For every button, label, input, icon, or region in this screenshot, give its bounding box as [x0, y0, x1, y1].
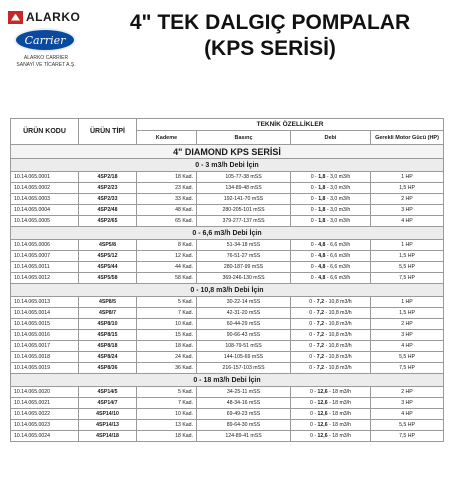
head-cell: 76-51-27 mSS	[197, 251, 291, 262]
flow-max: - 3,0 m3/h	[325, 185, 351, 191]
company-name-line1: ALARKO CARRIER	[23, 55, 69, 61]
flow-cell	[291, 431, 371, 442]
flow-min: 0 -	[310, 275, 319, 281]
product-type-cell: 4SP8/15	[79, 330, 137, 341]
tech-spec-header: TEKNİK ÖZELLİKLER	[137, 119, 444, 131]
product-code-cell: 10.14.065.0020	[11, 387, 79, 398]
flow-min: 0 -	[309, 343, 317, 349]
product-type-cell: 4SP8/5	[79, 297, 137, 308]
flow-nominal: 7,2	[316, 321, 325, 327]
flow-min: 0 -	[309, 321, 317, 327]
flow-max: - 10,8 m3/h	[324, 299, 352, 305]
power-cell: 5,5 HP	[371, 352, 444, 363]
page-title-line2: (KPS SERİSİ)	[204, 37, 336, 60]
flow-nominal: 12,6	[317, 389, 328, 395]
product-type-cell: 4SP5/58	[79, 273, 137, 284]
group-row	[11, 284, 444, 297]
product-code-cell: 10.14.065.0016	[11, 330, 79, 341]
flow-max: - 18 m3/h	[327, 411, 351, 417]
flow-min: 0 -	[310, 422, 318, 428]
group-row	[11, 159, 444, 172]
power-cell: 2 HP	[371, 319, 444, 330]
product-type-cell: 4SP5/12	[79, 251, 137, 262]
flow-min: 0 -	[309, 332, 317, 338]
flow-min: 0 -	[309, 365, 317, 371]
stage-cell: 58 Kad.	[137, 273, 197, 284]
col-header-head: Basınç	[197, 131, 291, 145]
head-cell: 51-34-18 mSS	[197, 240, 291, 251]
group-row	[11, 227, 444, 240]
power-cell: 1 HP	[371, 240, 444, 251]
head-cell: 144-105-69 mSS	[197, 352, 291, 363]
product-type-cell: 4SP2/18	[79, 172, 137, 183]
flow-cell	[291, 398, 371, 409]
flow-nominal: 12,6	[317, 433, 328, 439]
product-type-cell: 4SP14/5	[79, 387, 137, 398]
head-cell: 30-22-14 mSS	[197, 297, 291, 308]
stage-cell: 8 Kad.	[137, 240, 197, 251]
power-cell: 7,5 HP	[371, 273, 444, 284]
product-type-cell: 4SP8/7	[79, 308, 137, 319]
flow-nominal: 12,6	[317, 400, 328, 406]
head-cell: 280-187-99 mSS	[197, 262, 291, 273]
flow-min: 0 -	[310, 400, 318, 406]
product-code-cell: 10.14.065.0011	[11, 262, 79, 273]
product-code-cell: 10.14.065.0001	[11, 172, 79, 183]
stage-cell: 7 Kad.	[137, 308, 197, 319]
flow-cell	[291, 420, 371, 431]
flow-cell	[291, 262, 371, 273]
flow-max: - 18 m3/h	[327, 422, 351, 428]
flow-min: 0 -	[310, 433, 318, 439]
product-code-cell: 10.14.065.0021	[11, 398, 79, 409]
flow-max: - 6,6 m3/h	[325, 275, 351, 281]
power-cell: 4 HP	[371, 341, 444, 352]
flow-nominal: 1,8	[318, 207, 326, 213]
product-code-cell: 10.14.065.0015	[11, 319, 79, 330]
flow-cell	[291, 330, 371, 341]
stage-cell: 5 Kad.	[137, 297, 197, 308]
flow-max: - 3,0 m3/h	[325, 218, 351, 224]
head-cell: 89-64-30 mSS	[197, 420, 291, 431]
flow-cell	[291, 308, 371, 319]
flow-nominal: 4,8	[318, 242, 326, 248]
flow-cell	[291, 352, 371, 363]
flow-nominal: 7,2	[316, 332, 325, 338]
power-cell: 3 HP	[371, 205, 444, 216]
head-cell: 192-141-70 mSS	[197, 194, 291, 205]
flow-cell	[291, 297, 371, 308]
product-type-cell: 4SP8/24	[79, 352, 137, 363]
product-type-cell: 4SP2/23	[79, 183, 137, 194]
table-row	[11, 172, 444, 183]
product-type-cell: 4SP14/18	[79, 431, 137, 442]
product-code-cell: 10.14.065.0024	[11, 431, 79, 442]
flow-max: - 18 m3/h	[327, 400, 351, 406]
head-cell: 379-277-137 mSS	[197, 216, 291, 227]
series-title: 4" DIAMOND KPS SERİSİ	[11, 145, 444, 159]
product-type-cell: 4SP5/8	[79, 240, 137, 251]
stage-cell: 10 Kad.	[137, 409, 197, 420]
group-row	[11, 374, 444, 387]
table-row	[11, 420, 444, 431]
flow-cell	[291, 387, 371, 398]
head-cell: 48-34-16 mSS	[197, 398, 291, 409]
alarko-logo	[8, 10, 80, 24]
table-row	[11, 251, 444, 262]
power-cell: 1 HP	[371, 172, 444, 183]
product-code-cell: 10.14.065.0012	[11, 273, 79, 284]
flow-max: - 6,6 m3/h	[325, 264, 351, 270]
flow-max: - 10,8 m3/h	[324, 343, 352, 349]
flow-max: - 6,6 m3/h	[325, 242, 351, 248]
stage-cell: 48 Kad.	[137, 205, 197, 216]
flow-min: 0 -	[310, 389, 318, 395]
stage-cell: 5 Kad.	[137, 387, 197, 398]
flow-nominal: 12,6	[317, 411, 328, 417]
head-cell: 124-89-41 mSS	[197, 431, 291, 442]
table-row	[11, 273, 444, 284]
company-name	[6, 55, 86, 68]
head-cell: 105-77-38 mSS	[197, 172, 291, 183]
carrier-wordmark: Carrier	[24, 33, 66, 47]
product-code-cell: 10.14.065.0017	[11, 341, 79, 352]
head-cell: 34-25-11 mSS	[197, 387, 291, 398]
flow-max: - 18 m3/h	[327, 433, 351, 439]
flow-nominal: 1,8	[318, 218, 326, 224]
flow-cell	[291, 251, 371, 262]
head-cell: 216-157-103 mSS	[197, 363, 291, 374]
table-row	[11, 409, 444, 420]
flow-nominal: 7,2	[316, 299, 325, 305]
flow-min: 0 -	[310, 196, 319, 202]
stage-cell: 15 Kad.	[137, 330, 197, 341]
power-cell: 1,5 HP	[371, 251, 444, 262]
head-cell: 134-89-48 mSS	[197, 183, 291, 194]
stage-cell: 10 Kad.	[137, 319, 197, 330]
flow-min: 0 -	[310, 411, 318, 417]
table-row	[11, 398, 444, 409]
product-type-cell: 4SP2/33	[79, 194, 137, 205]
stage-cell: 36 Kad.	[137, 363, 197, 374]
page-header	[0, 0, 453, 112]
product-type-cell: 4SP8/36	[79, 363, 137, 374]
product-type-cell: 4SP14/13	[79, 420, 137, 431]
col-header-code: ÜRÜN KODU	[11, 119, 79, 145]
flow-min: 0 -	[310, 218, 319, 224]
col-header-stage: Kademe	[137, 131, 197, 145]
page-title	[100, 10, 440, 62]
product-type-cell: 4SP14/7	[79, 398, 137, 409]
flow-min: 0 -	[310, 185, 319, 191]
flow-min: 0 -	[309, 354, 317, 360]
flow-max: - 6,6 m3/h	[325, 253, 351, 259]
flow-max: - 10,8 m3/h	[324, 365, 352, 371]
product-code-cell: 10.14.065.0003	[11, 194, 79, 205]
table-row	[11, 319, 444, 330]
stage-cell: 12 Kad.	[137, 251, 197, 262]
table-row	[11, 308, 444, 319]
power-cell: 2 HP	[371, 194, 444, 205]
flow-nominal: 7,2	[316, 343, 325, 349]
flow-nominal: 1,8	[318, 196, 326, 202]
flow-nominal: 4,8	[318, 253, 326, 259]
table-row	[11, 363, 444, 374]
flow-cell	[291, 341, 371, 352]
flow-cell	[291, 319, 371, 330]
product-type-cell: 4SP8/10	[79, 319, 137, 330]
stage-cell: 18 Kad.	[137, 341, 197, 352]
table-row	[11, 240, 444, 251]
flow-cell	[291, 273, 371, 284]
group-title: 0 - 10,8 m3/h Debi İçin	[11, 284, 444, 297]
flow-min: 0 -	[310, 242, 319, 248]
col-header-flow: Debi	[291, 131, 371, 145]
product-code-cell: 10.14.065.0004	[11, 205, 79, 216]
carrier-logo	[14, 28, 76, 52]
table-row	[11, 194, 444, 205]
power-cell: 1 HP	[371, 297, 444, 308]
table-row	[11, 183, 444, 194]
flow-nominal: 4,8	[318, 264, 326, 270]
flow-min: 0 -	[310, 253, 319, 259]
power-cell: 1,5 HP	[371, 308, 444, 319]
col-header-type: ÜRÜN TİPİ	[79, 119, 137, 145]
alarko-wordmark: ALARKO	[26, 10, 81, 24]
product-type-cell: 4SP2/65	[79, 216, 137, 227]
flow-min: 0 -	[310, 174, 319, 180]
flow-nominal: 7,2	[316, 310, 325, 316]
table-row	[11, 330, 444, 341]
stage-cell: 18 Kad.	[137, 172, 197, 183]
flow-nominal: 12,6	[317, 422, 328, 428]
stage-cell: 44 Kad.	[137, 262, 197, 273]
group-title: 0 - 18 m3/h Debi İçin	[11, 374, 444, 387]
flow-max: - 10,8 m3/h	[324, 354, 352, 360]
power-cell: 5,5 HP	[371, 420, 444, 431]
power-cell: 4 HP	[371, 216, 444, 227]
flow-cell	[291, 409, 371, 420]
product-code-cell: 10.14.065.0002	[11, 183, 79, 194]
product-type-cell: 4SP14/10	[79, 409, 137, 420]
power-cell: 1,5 HP	[371, 183, 444, 194]
head-cell: 42-31-20 mSS	[197, 308, 291, 319]
stage-cell: 7 Kad.	[137, 398, 197, 409]
flow-cell	[291, 172, 371, 183]
price-table	[10, 118, 443, 442]
flow-min: 0 -	[309, 310, 317, 316]
product-code-cell: 10.14.065.0018	[11, 352, 79, 363]
flow-nominal: 1,8	[318, 185, 326, 191]
table-row	[11, 431, 444, 442]
flow-max: - 10,8 m3/h	[324, 310, 352, 316]
flow-max: - 3,0 m3/h	[325, 174, 351, 180]
head-cell: 60-44-29 mSS	[197, 319, 291, 330]
company-name-line2: SANAYİ VE TİCARET A.Ş.	[16, 61, 76, 68]
flow-cell	[291, 240, 371, 251]
product-code-cell: 10.14.065.0006	[11, 240, 79, 251]
flow-max: - 10,8 m3/h	[324, 321, 352, 327]
flow-cell	[291, 194, 371, 205]
flow-cell	[291, 183, 371, 194]
table-row	[11, 387, 444, 398]
head-cell: 280-205-101 mSS	[197, 205, 291, 216]
power-cell: 3 HP	[371, 398, 444, 409]
power-cell: 3 HP	[371, 330, 444, 341]
table-row	[11, 262, 444, 273]
table-row	[11, 352, 444, 363]
flow-nominal: 4,8	[318, 275, 326, 281]
product-code-cell: 10.14.065.0005	[11, 216, 79, 227]
table-row	[11, 341, 444, 352]
flow-nominal: 7,2	[316, 354, 325, 360]
flow-cell	[291, 216, 371, 227]
flow-min: 0 -	[309, 299, 317, 305]
head-cell: 369-246-130 mSS	[197, 273, 291, 284]
power-cell: 2 HP	[371, 387, 444, 398]
product-code-cell: 10.14.065.0014	[11, 308, 79, 319]
flow-max: - 18 m3/h	[327, 389, 351, 395]
group-title: 0 - 3 m3/h Debi İçin	[11, 159, 444, 172]
flow-cell	[291, 205, 371, 216]
power-cell: 5,5 HP	[371, 262, 444, 273]
product-type-cell: 4SP8/18	[79, 341, 137, 352]
stage-cell: 23 Kad.	[137, 183, 197, 194]
product-code-cell: 10.14.065.0007	[11, 251, 79, 262]
product-code-cell: 10.14.065.0023	[11, 420, 79, 431]
flow-nominal: 1,8	[318, 174, 326, 180]
table-row	[11, 216, 444, 227]
power-cell: 7,5 HP	[371, 431, 444, 442]
stage-cell: 33 Kad.	[137, 194, 197, 205]
table-row	[11, 297, 444, 308]
group-title: 0 - 6,6 m3/h Debi İçin	[11, 227, 444, 240]
stage-cell: 65 Kad.	[137, 216, 197, 227]
power-cell: 4 HP	[371, 409, 444, 420]
flow-max: - 3,0 m3/h	[325, 196, 351, 202]
stage-cell: 13 Kad.	[137, 420, 197, 431]
product-code-cell: 10.14.065.0019	[11, 363, 79, 374]
head-cell: 69-49-23 mSS	[197, 409, 291, 420]
flow-max: - 3,0 m3/h	[325, 207, 351, 213]
power-cell: 7,5 HP	[371, 363, 444, 374]
table-row	[11, 205, 444, 216]
alarko-mark-icon	[8, 11, 23, 24]
flow-max: - 10,8 m3/h	[324, 332, 352, 338]
product-type-cell: 4SP5/44	[79, 262, 137, 273]
flow-min: 0 -	[310, 207, 319, 213]
stage-cell: 18 Kad.	[137, 431, 197, 442]
flow-min: 0 -	[310, 264, 319, 270]
product-type-cell: 4SP2/48	[79, 205, 137, 216]
flow-cell	[291, 363, 371, 374]
col-header-power: Gerekli Motor Gücü (HP)	[371, 131, 444, 145]
flow-nominal: 7,2	[316, 365, 325, 371]
head-cell: 108-79-51 mSS	[197, 341, 291, 352]
head-cell: 90-66-43 mSS	[197, 330, 291, 341]
stage-cell: 24 Kad.	[137, 352, 197, 363]
product-code-cell: 10.14.065.0022	[11, 409, 79, 420]
product-code-cell: 10.14.065.0013	[11, 297, 79, 308]
page-title-line1: 4" TEK DALGIÇ POMPALAR	[129, 11, 411, 34]
